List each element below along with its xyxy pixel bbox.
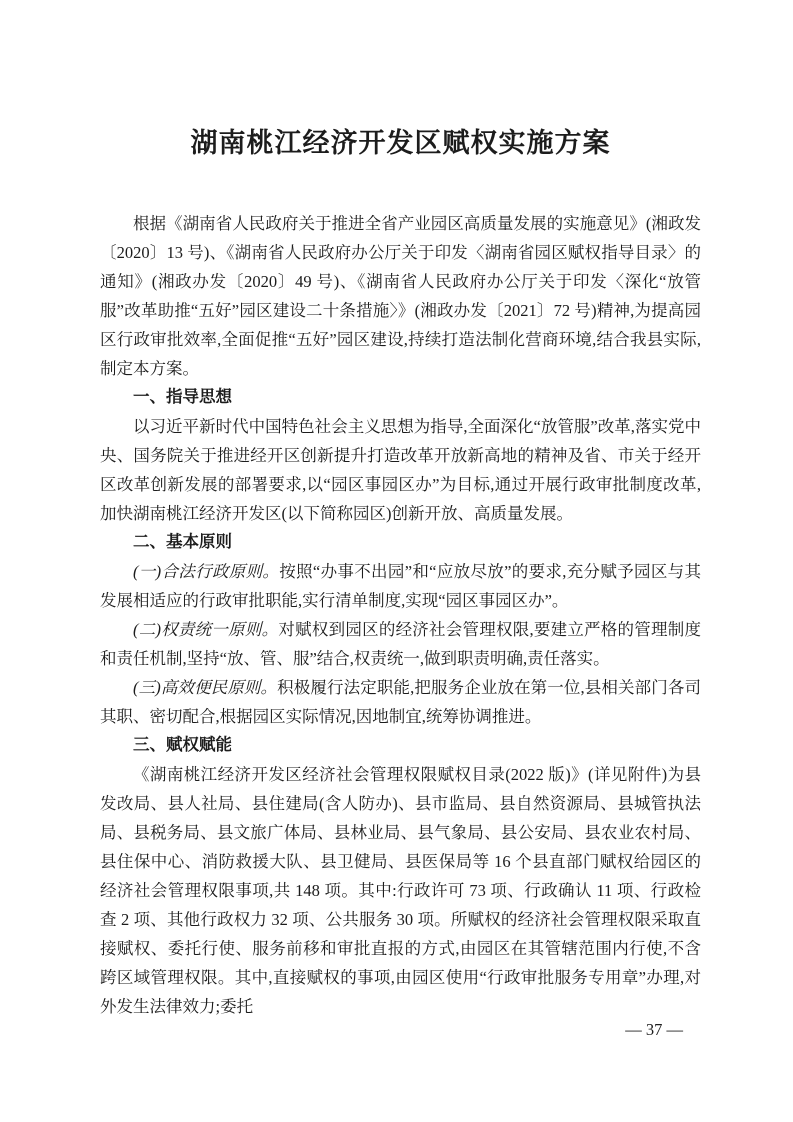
paragraph-text: 对赋权到园区的经济社会管理权限,要建立严格的管理制度和责任机制,坚持“放、管、服”结合,权责统一,做到职责明确,责任落实。 xyxy=(100,620,701,668)
section-heading-2: 二、基本原则 xyxy=(133,533,232,551)
paragraph-text: 《湖南桃江经济开发区经济社会管理权限赋权目录(2022 版)》(详见附件)为县发改局、县人社局、县住建局(含人防办)、县市监局、县自然资源局、县城管执法局、县税务局、县文旅广体局、县林业局、县气象局、县公安局、县农业农村局、县住保中心、消防救援大队、县卫健局、县医保局等 16 个县直部门赋权给园区的经济社会管理权限事项,共 148 项。其中:行政许可 73 项、行政确认 11 项、行政检查 2 项、其他行政权力 32 项、公共服务 30 项。所赋权的经济社会管理权限采取直接赋权、委托行使、服务前移和审批直报的方式,由园区在其管辖范围内行使,不含跨区域管理权限。其中,直接赋权的事项,由园区使用“行政审批服务专用章”办理,对外发生法律效力;委托 xyxy=(100,765,701,1016)
paragraph-text: 积极履行法定职能,把服务企业放在第一位,县相关部门各司其职、密切配合,根据园区实际情况,因地制宜,统筹协调推进。 xyxy=(100,678,701,726)
document-title: 湖南桃江经济开发区赋权实施方案 xyxy=(190,128,611,158)
body-paragraph xyxy=(100,760,701,1021)
body-paragraph xyxy=(100,673,701,731)
paragraph-text: 以习近平新时代中国特色社会主义思想为指导,全面深化“放管服”改革,落实党中央、国务院关于推进经开区创新提升打造改革开放新高地的精神及省、市关于经开区改革创新发展的部署要求,以“园区事园区办”为目标,通过开展行政审批制度改革,加快湖南桃江经济开发区(以下简称园区)创新开放、高质量发展。 xyxy=(100,417,701,523)
paragraph-lead: (一)合法行政原则。 xyxy=(133,562,280,581)
body-paragraph xyxy=(100,412,701,528)
body-paragraph xyxy=(100,557,701,615)
paragraph-lead: (二)权责统一原则。 xyxy=(133,620,279,639)
body-paragraph xyxy=(100,615,701,673)
body-paragraph xyxy=(100,209,701,383)
section-heading-3: 三、赋权赋能 xyxy=(133,736,232,754)
paragraph-text: 根据《湖南省人民政府关于推进全省产业园区高质量发展的实施意见》(湘政发〔2020〕13 号)、《湖南省人民政府办公厅关于印发〈湖南省园区赋权指导目录〉的通知》(湘政办发〔2020〕49 号)、《湖南省人民政府办公厅关于印发〈深化“放管服”改革助推“五好”园区建设二十条措施〉》(湘政办发〔2021〕72 号)精神,为提高园区行政审批效率,全面促推“五好”园区建设,持续打造法制化营商环境,结合我县实际,制定本方案。 xyxy=(100,214,701,378)
section-heading-1: 一、指导思想 xyxy=(133,388,232,406)
page-number: — 37 — xyxy=(625,1020,683,1039)
paragraph-lead: (三)高效便民原则。 xyxy=(133,678,278,697)
paragraph-text: 按照“办事不出园”和“应放尽放”的要求,充分赋予园区与其发展相适应的行政审批职能,实行清单制度,实现“园区事园区办”。 xyxy=(100,562,701,610)
document-content xyxy=(100,0,701,1021)
